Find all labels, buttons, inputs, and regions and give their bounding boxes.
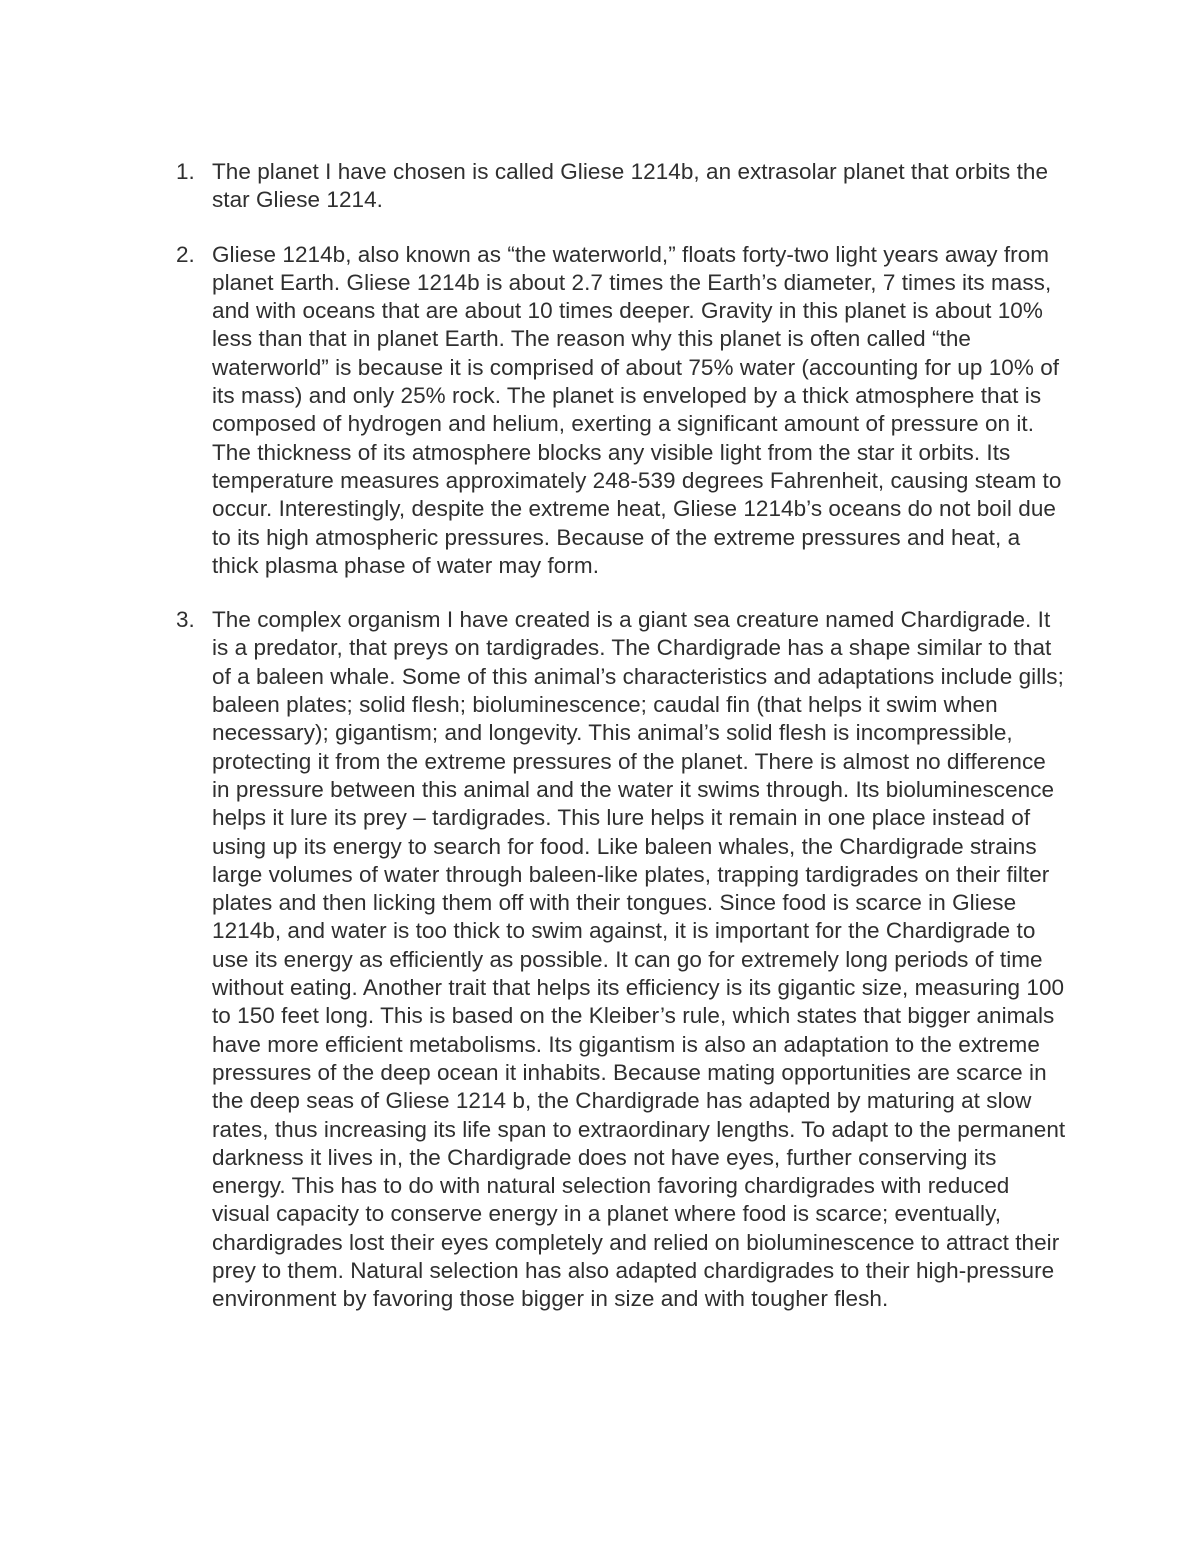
list-item [148, 241, 1068, 581]
item-text: The planet I have chosen is called Gliese 1214b, an extrasolar planet that orbits the star Gliese 1214. [212, 159, 1049, 213]
item-text: Gliese 1214b, also known as “the waterworld,” floats forty-two light years away from planet Earth. Gliese 1214b is about 2.7 times the Earth’s diameter, 7 times its mass, and with oceans that are about 10 times deeper. Gravity in this planet is about 10% less than that in planet Earth. The reason why this planet is often called “the waterworld” is because it is comprised of about 75% water (accounting for up 10% of its mass) and only 25% rock. The planet is enveloped by a thick atmosphere that is composed of hydrogen and helium, exerting a significant amount of pressure on it. The thickness of its atmosphere blocks any visible light from the star it orbits. Its temperature measures approximately 248-539 degrees Fahrenheit, causing steam to occur. Interestingly, despite the extreme heat, Gliese 1214b’s oceans do not boil due to its high atmospheric pressures. Because of the extreme pressures and heat, a thick plasma phase of water may form. [212, 241, 1062, 578]
item-number: 3. [176, 607, 195, 633]
list-item [148, 606, 1068, 1313]
list-item [148, 158, 1068, 215]
item-text: The complex organism I have created is a giant sea creature named Chardigrade. It is a predator, that preys on tardigrades. The Chardigrade has a shape similar to that of a baleen whale. Some of this animal’s characteristics and adaptations include gills; baleen plates; solid flesh; bioluminescence; caudal fin (that helps it swim when necessary); gigantism; and longevity. This animal’s solid flesh is incompressible, protecting it from the extreme pressures of the planet. There is almost no difference in pressure between this animal and the water it swims through. Its bioluminescence helps it lure its prey – tardigrades. This lure helps it remain in one place instead of using up its energy to search for food. Like baleen whales, the Chardigrade strains large volumes of water through baleen-like plates, trapping tardigrades on their filter plates and then licking them off with their tongues. Since food is scarce in Gliese 1214b, and water is too thick to swim against, it is important for the Chardigrade to use its energy as efficiently as possible. It can go for extremely long periods of time without eating. Another trait that helps its efficiency is its gigantic size, measuring 100 to 150 feet long. This is based on the Kleiber’s rule, which states that bigger animals have more efficient metabolisms. Its gigantism is also an adaptation to the extreme pressures of the deep ocean it inhabits. Because mating opportunities are scarce in the deep seas of Gliese 1214 b, the Chardigrade has adapted by maturing at slow rates, thus increasing its life span to extraordinary lengths. To adapt to the permanent darkness it lives in, the Chardigrade does not have eyes, further conserving its energy. This has to do with natural selection favoring chardigrades with reduced visual capacity to conserve energy in a planet where food is scarce; eventually, chardigrades lost their eyes completely and relied on bioluminescence to attract their prey to them. Natural selection has also adapted chardigrades to their high-pressure environment by favoring those bigger in size and with tougher flesh. [212, 607, 1066, 1312]
item-number: 1. [176, 159, 195, 184]
numbered-list [148, 158, 1068, 1340]
item-number: 2. [176, 241, 195, 267]
